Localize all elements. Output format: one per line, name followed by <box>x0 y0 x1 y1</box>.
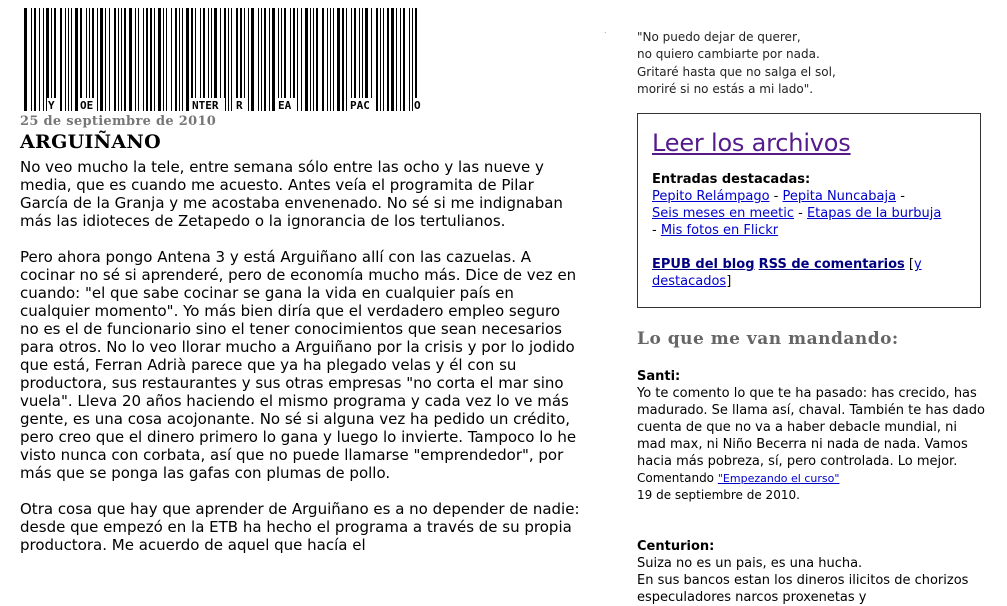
barcode-letter: R <box>236 99 243 111</box>
barcode-bar <box>333 8 334 111</box>
barcode-bar <box>51 8 52 111</box>
quote-line: moriré si no estás a mi lado". <box>637 81 814 96</box>
post-paragraph: No veo mucho la tele, entre semana sólo entre las ocho y las nueve y media, que es cuando me acuesto. Antes veía el programita de Pilar García de la Granja y me acostaba envenenado. No sé si me indignaban más las idioteces de Zetapedo o la ignorancia de los tertulianos. <box>20 158 563 230</box>
barcode-bar <box>400 8 401 111</box>
barcode-bar <box>231 8 232 111</box>
decorative-dot: . <box>604 26 607 35</box>
barcode-bar <box>269 8 270 111</box>
barcode-bar <box>248 8 249 111</box>
quote-line: Gritaré hasta que no salga el sol, <box>637 64 836 79</box>
barcode-bar <box>124 8 126 111</box>
barcode-bar <box>236 8 238 111</box>
barcode-bar <box>138 8 139 111</box>
comment-meta <box>637 470 987 487</box>
barcode-bar <box>322 8 324 111</box>
barcode-bar <box>195 8 196 111</box>
barcode-bar <box>371 8 372 111</box>
comment-author: Centurion: <box>637 539 715 554</box>
barcode-bar <box>330 8 331 111</box>
barcode-bar <box>228 8 229 111</box>
feed-links <box>652 256 966 290</box>
archive-link[interactable]: Leer los archivos <box>652 129 851 157</box>
barcode-bar <box>284 8 286 111</box>
barcode-bar <box>313 8 314 111</box>
barcode-bar <box>354 8 356 111</box>
barcode-bar <box>175 8 177 111</box>
barcode-letter: Y <box>48 99 55 111</box>
bracket: ] <box>726 274 732 289</box>
comment-item <box>637 368 987 504</box>
comment-post-link[interactable]: "Empezando el curso" <box>717 472 840 485</box>
barcode-bar <box>186 8 189 111</box>
featured-link-meetic[interactable]: Seis meses en meetic <box>652 206 794 221</box>
separator: - <box>896 189 905 204</box>
featured-link-flickr[interactable]: Mis fotos en Flickr <box>660 223 779 238</box>
barcode-bar <box>359 8 360 111</box>
barcode-bar <box>143 8 144 111</box>
barcode-bar <box>65 8 66 111</box>
barcode-bar <box>337 8 340 111</box>
barcode-bar <box>54 8 56 111</box>
barcode-letter: PAC <box>350 99 370 111</box>
featured-link-pepita[interactable]: Pepita Nuncabaja <box>782 189 897 204</box>
barcode-letter: O <box>414 99 421 111</box>
comment-text: Yo te comento lo que te ha pasado: has crecido, has madurado. Se llama así, chaval. También te has dado cuenta de que no va a haber debacle mundial, ni mad max, ni Niño Becerra ni nada de nada. Vamos hacia más pobreza, sí, pero controlada. Lo mejor. <box>637 386 985 469</box>
barcode-bar <box>327 8 328 111</box>
barcode-bar <box>34 8 36 111</box>
barcode-bar <box>158 8 161 111</box>
blog-logo-barcode[interactable] <box>22 8 422 111</box>
archive-box <box>637 113 981 308</box>
rss-comments-link[interactable]: RSS de comentarios <box>758 257 905 272</box>
barcode-bar <box>154 8 155 111</box>
barcode-bar <box>376 8 378 111</box>
quote-line: no quiero cambiarte por nada. <box>637 47 820 62</box>
barcode-bar <box>135 8 136 111</box>
separator: - <box>769 189 783 204</box>
barcode-bar <box>362 8 363 111</box>
barcode-bar <box>224 8 226 111</box>
barcode-bar <box>264 8 266 111</box>
barcode-bar <box>387 8 389 111</box>
barcode-bar <box>75 8 78 111</box>
barcode-bar <box>39 8 40 111</box>
post-paragraph: Pero ahora pongo Antena 3 y está Arguiñano allí con las cazuelas. A cocinar no sé si aprenderé, pero de economía mucho más. Dice de vez en cuando: "el que sabe cocinar se gana la vida en cualquier país en cualquier momento". Yo más bien diría que el verdadero empleo seguro no es el de funcionario sino el tener conocimientos que sean necesarios para otros. No lo veo llorar mucho a Arguiñano por la crisis y por lo jodido que está, Ferran Adrià parece que ya ha plegado velas y él con su productora, sus restaurantes y sus otras empresas "no corta el mar sino vuela". Lleva 20 años haciendo el mismo programa y cada vez lo ve más gente, es una cosa acojonante. No sé si alguna vez ha pedido un crédito, pero creo que el dinero primero lo gana y luego lo invierte. Tampoco lo he visto nunca con corbata, así que no puede llamarse "emprendedor", por más que se ponga las gafas con plumas de pollo. <box>20 248 577 482</box>
separator: - <box>652 223 661 238</box>
barcode-bar <box>114 8 116 111</box>
barcode-bar <box>105 8 106 111</box>
sidebar-quote <box>637 29 967 98</box>
barcode-bar <box>290 8 291 111</box>
comment-author: Santi: <box>637 369 681 384</box>
barcode-bar <box>409 8 410 111</box>
barcode-bar <box>24 8 27 111</box>
barcode-bar <box>351 8 352 111</box>
barcode-letters <box>47 98 422 111</box>
post-date: 25 de septiembre de 2010 <box>20 114 217 129</box>
barcode-bar <box>171 8 172 111</box>
commenting-label: Comentando <box>637 471 715 485</box>
barcode-letter: OE <box>80 99 94 111</box>
barcode-bar <box>391 8 394 111</box>
separator: - <box>794 206 807 221</box>
barcode-bar <box>71 8 72 111</box>
barcode-bar <box>100 8 103 111</box>
featured-posts <box>652 171 966 239</box>
barcode-bar <box>240 8 242 111</box>
barcode-bar <box>121 8 122 111</box>
featured-link-pepito[interactable]: Pepito Relámpago <box>652 189 770 204</box>
featured-label: Entradas destacadas: <box>652 172 811 187</box>
comment-date: 19 de septiembre de 2010. <box>637 488 800 502</box>
barcode-bar <box>316 8 318 111</box>
barcode-bar <box>365 8 368 111</box>
barcode-bar <box>278 8 279 111</box>
barcode-bar <box>60 8 62 111</box>
comment-text: Suiza no es un pais, es una hucha. En sus bancos estan los dineros ilicitos de chorizos especuladores narcos proxenetas y <box>637 556 969 605</box>
barcode-bar <box>146 8 148 111</box>
barcode-bar <box>251 8 254 111</box>
barcode-bar <box>191 8 193 111</box>
barcode-bar <box>380 8 381 111</box>
barcode-bar <box>129 8 132 111</box>
barcode-bar <box>412 8 413 111</box>
barcode-bar <box>310 8 311 111</box>
post-paragraph: Otra cosa que hay que aprender de Arguiñano es a no depender de nadie: desde que empezó en la ETB ha hecho el programa a través de su propia productora. Me acuerdo de aquel que hacía el <box>20 500 580 554</box>
barcode-bar <box>281 8 282 111</box>
featured-link-burbuja[interactable]: Etapas de la burbuja <box>806 206 942 221</box>
barcode-bar <box>258 8 259 111</box>
barcode-bar <box>305 8 308 111</box>
barcode-bar <box>43 8 44 111</box>
barcode-bar <box>86 8 87 111</box>
barcode-bar <box>97 8 98 111</box>
barcode-bar <box>89 8 90 111</box>
barcode-bar <box>383 8 384 111</box>
barcode-bar <box>150 8 152 111</box>
barcode-bar <box>301 8 302 111</box>
post-title[interactable]: ARGUIÑANO <box>20 131 161 153</box>
barcode-bar <box>109 8 110 111</box>
post-body <box>20 158 580 572</box>
comments-heading: Lo que me van mandando: <box>637 329 899 349</box>
barcode-bar <box>342 8 344 111</box>
barcode-bar <box>200 8 201 111</box>
epub-link[interactable]: EPUB del blog <box>652 257 755 272</box>
barcode-bars <box>24 8 417 111</box>
bracket: [ <box>908 257 914 272</box>
barcode-bar <box>244 8 245 111</box>
barcode-bar <box>214 8 217 111</box>
barcode-bar <box>31 8 32 111</box>
barcode-bar <box>80 8 82 111</box>
barcode-bar <box>118 8 119 111</box>
barcode-letter: NTER <box>192 99 219 111</box>
barcode-bar <box>68 8 69 111</box>
barcode-bar <box>179 8 180 111</box>
barcode-bar <box>220 8 221 111</box>
barcode-bar <box>415 8 417 111</box>
barcode-bar <box>208 8 209 111</box>
barcode-letter: EA <box>278 99 292 111</box>
barcode-bar <box>163 8 164 111</box>
barcode-bar <box>403 8 405 111</box>
quote-line: "No puedo dejar de querer, <box>637 30 801 44</box>
barcode-bar <box>396 8 397 111</box>
comment-item <box>637 538 987 606</box>
barcode-bar <box>92 8 94 111</box>
barcode-bar <box>272 8 275 111</box>
barcode-bar <box>293 8 295 111</box>
barcode-bar <box>211 8 212 111</box>
barcode-bar <box>46 8 49 111</box>
rss-featured-link[interactable]: y destacados <box>652 257 922 289</box>
barcode-bar <box>346 8 347 111</box>
barcode-bar <box>166 8 167 111</box>
barcode-bar <box>182 8 183 111</box>
barcode-bar <box>261 8 262 111</box>
barcode-bar <box>203 8 205 111</box>
barcode-bar <box>297 8 298 111</box>
